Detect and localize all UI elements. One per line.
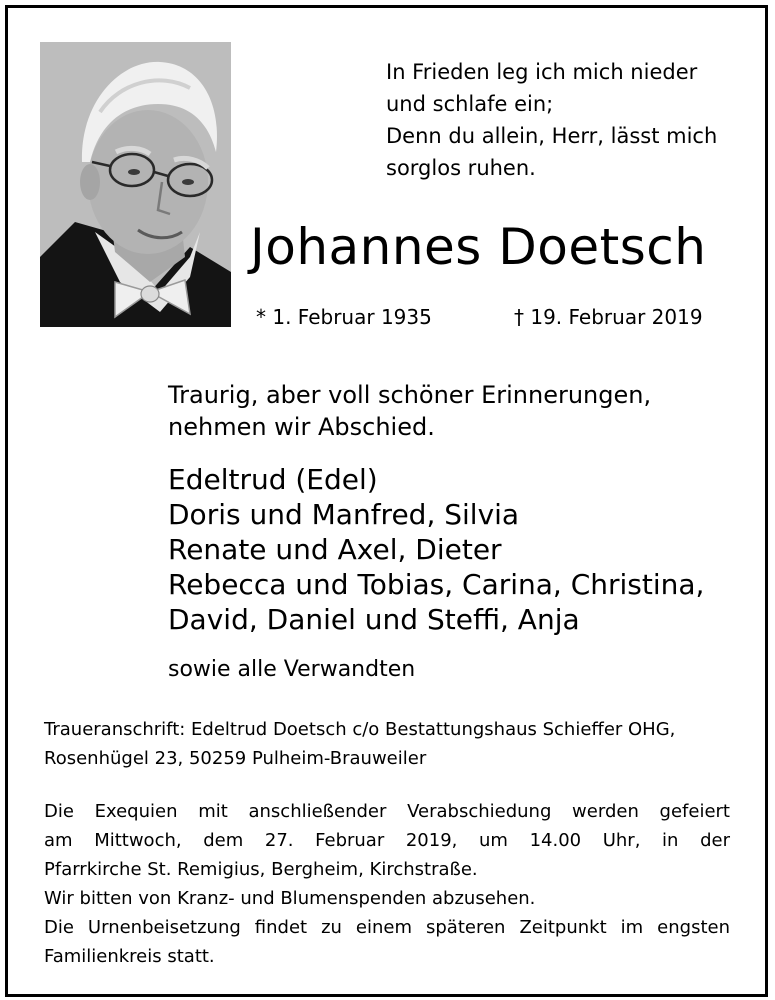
bible-verse [386,56,717,184]
info-line: Wir bitten von Kranz- und Blumenspenden abzusehen. [44,888,536,909]
family-line: Rebecca und Tobias, Carina, Christina, [168,568,705,601]
verse-line: sorglos ruhen. [386,156,536,180]
relatives-line: sowie alle Verwandten [168,657,416,682]
death-date: † 19. Februar 2019 [514,305,703,329]
info-line: am Mittwoch, dem 27. Februar 2019, um 14.00 Uhr, in der [44,830,730,851]
info-line: Familienkreis statt. [44,946,215,967]
deceased-name: Johannes Doetsch [250,218,707,276]
address-line: Rosenhügel 23, 50259 Pulheim-Brauweiler [44,748,427,769]
address-line: Traueranschrift: Edeltrud Doetsch c/o Bestattungshaus Schieffer OHG, [44,719,676,740]
farewell-text [168,379,651,443]
info-line: Die Urnenbeisetzung findet zu einem späteren Zeitpunkt im engsten [44,917,730,938]
farewell-line: Traurig, aber voll schöner Erinnerungen, [168,381,652,409]
family-line: Renate und Axel, Dieter [168,533,502,566]
mourning-address [44,715,675,773]
family-line: Doris und Manfred, Silvia [168,498,520,531]
verse-line: In Frieden leg ich mich nieder [386,60,698,84]
family-line: David, Daniel und Steffi, Anja [168,603,580,636]
verse-line: Denn du allein, Herr, lässt mich [386,124,718,148]
info-line: Die Exequien mit anschließender Verabschiedung werden gefeiert [44,801,730,822]
info-line: Pfarrkirche St. Remigius, Bergheim, Kirchstraße. [44,859,478,880]
portrait-icon [40,42,231,327]
verse-line: und schlafe ein; [386,92,554,116]
portrait-photo [40,42,231,327]
family-list [168,462,704,637]
family-line: Edeltrud (Edel) [168,463,378,496]
service-info [44,797,730,971]
birth-date: * 1. Februar 1935 [256,305,432,329]
farewell-line: nehmen wir Abschied. [168,413,435,441]
